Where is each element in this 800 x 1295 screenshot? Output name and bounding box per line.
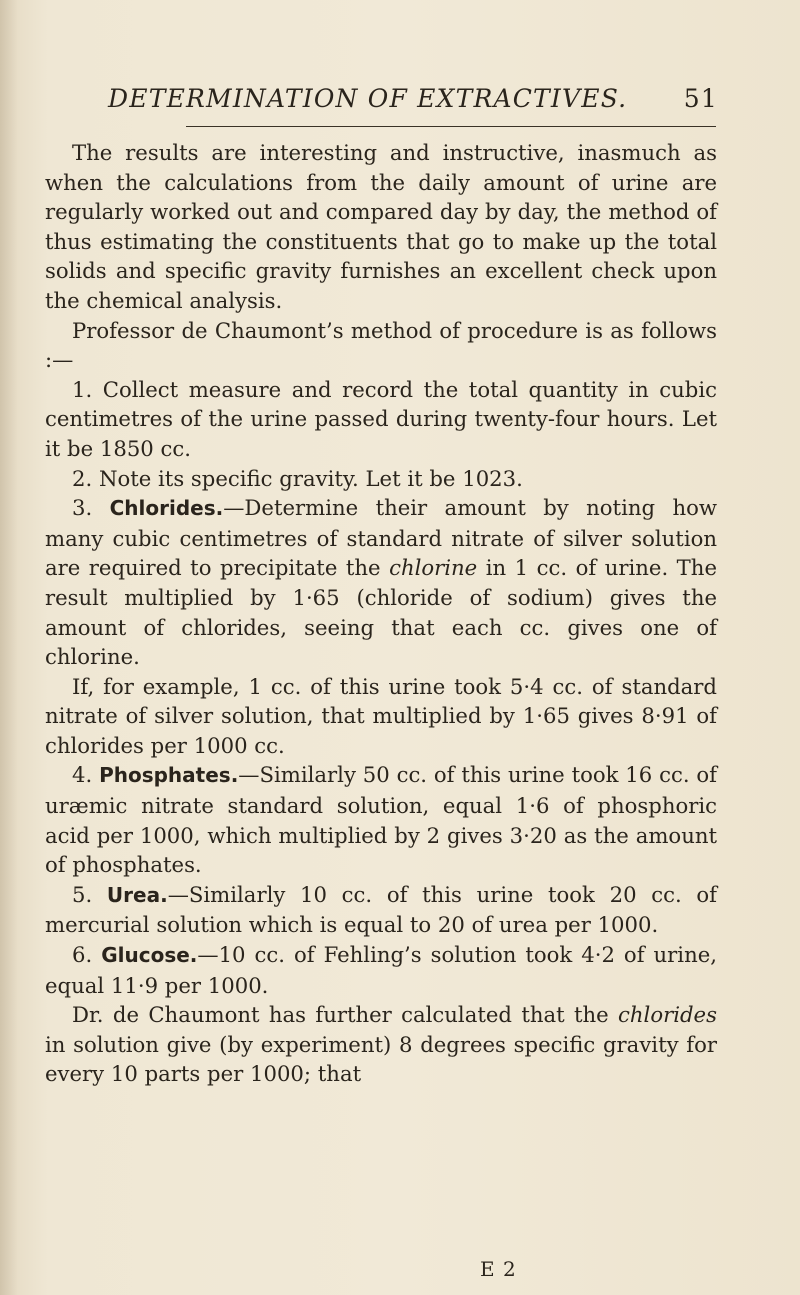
step-3-heading: Chlorides.	[109, 496, 224, 521]
paragraph-step-2: 2. Note its specific gravity. Let it be 1023.	[72, 465, 523, 491]
page-number: 51	[683, 84, 718, 113]
paragraph-step-6	[45, 940, 717, 1000]
body-text	[45, 138, 717, 1089]
paragraph-closing	[45, 1000, 717, 1089]
step-5-number: 5.	[72, 881, 93, 907]
paragraph-step-1: 1. Collect measure and record the total quantity in cubic centimetres of the urine passed during twenty-four hours. Let it be 1850 cc.	[45, 376, 717, 461]
step-4-number: 4.	[72, 762, 93, 788]
step-3-text-b: in 1 cc. of urine. The result multiplied by 1·65 (chloride of sodium) gives the amount of chlorides, seeing that each cc. gives one of chlorine.	[45, 555, 717, 670]
paragraph-step-3	[45, 493, 717, 672]
step-6-heading: Glucose.	[101, 943, 198, 968]
step-6-text: —10 cc. of Fehling’s solution took 4·2 of urine, equal 11·9 per 1000.	[45, 942, 717, 998]
step-3-italic-term: chlorine	[389, 555, 478, 581]
step-4-heading: Phosphates.	[99, 763, 239, 788]
header-rule	[186, 126, 716, 127]
step-4-text: —Similarly 50 cc. of this urine took 16 cc. of uræmic nitrate standard solution, equal 1·6 of phosphoric acid per 1000, which multiplied by 2 gives 3·20 as the amount of phosphates.	[45, 762, 717, 878]
signature-mark: E 2	[480, 1257, 517, 1281]
step-5-text: —Similarly 10 cc. of this urine took 20 cc. of mercurial solution which is equal to 20 of urea per 1000.	[45, 881, 717, 938]
paragraph-example: If, for example, 1 cc. of this urine took 5·4 cc. of standard nitrate of silver solution, that multiplied by 1·65 gives 8·91 of chlorides per 1000 cc.	[45, 673, 717, 758]
running-title: DETERMINATION OF EXTRACTIVES.	[108, 84, 628, 113]
paragraph-method: Professor de Chaumont’s method of procedure is as follows :—	[45, 317, 717, 373]
closing-italic-term: chlorides	[618, 1002, 717, 1028]
running-header	[108, 84, 718, 113]
paragraph-step-4	[45, 760, 717, 879]
step-3-text-a: —Determine their amount by noting how many cubic centimetres of standard nitrate of silver solution are required to precipitate the	[45, 495, 717, 581]
closing-text-a: Dr. de Chaumont has further calculated that the	[72, 1002, 609, 1028]
paragraph-intro: The results are interesting and instructive, inasmuch as when the calculations from the daily amount of urine are regularly worked out and compared day by day, the method of thus estimating the constituents that go to make up the total solids and specific gravity furnishes an excellent check upon the chemical analysis.	[45, 140, 717, 313]
paragraph-step-5	[45, 880, 717, 940]
closing-text-b: in solution give (by experiment) 8 degrees specific gravity for every 10 parts per 1000; that	[45, 1031, 717, 1087]
step-3-number: 3.	[72, 495, 93, 521]
step-5-heading: Urea.	[106, 882, 168, 907]
step-6-number: 6.	[72, 942, 93, 968]
page-edge-shadow	[0, 0, 18, 1295]
